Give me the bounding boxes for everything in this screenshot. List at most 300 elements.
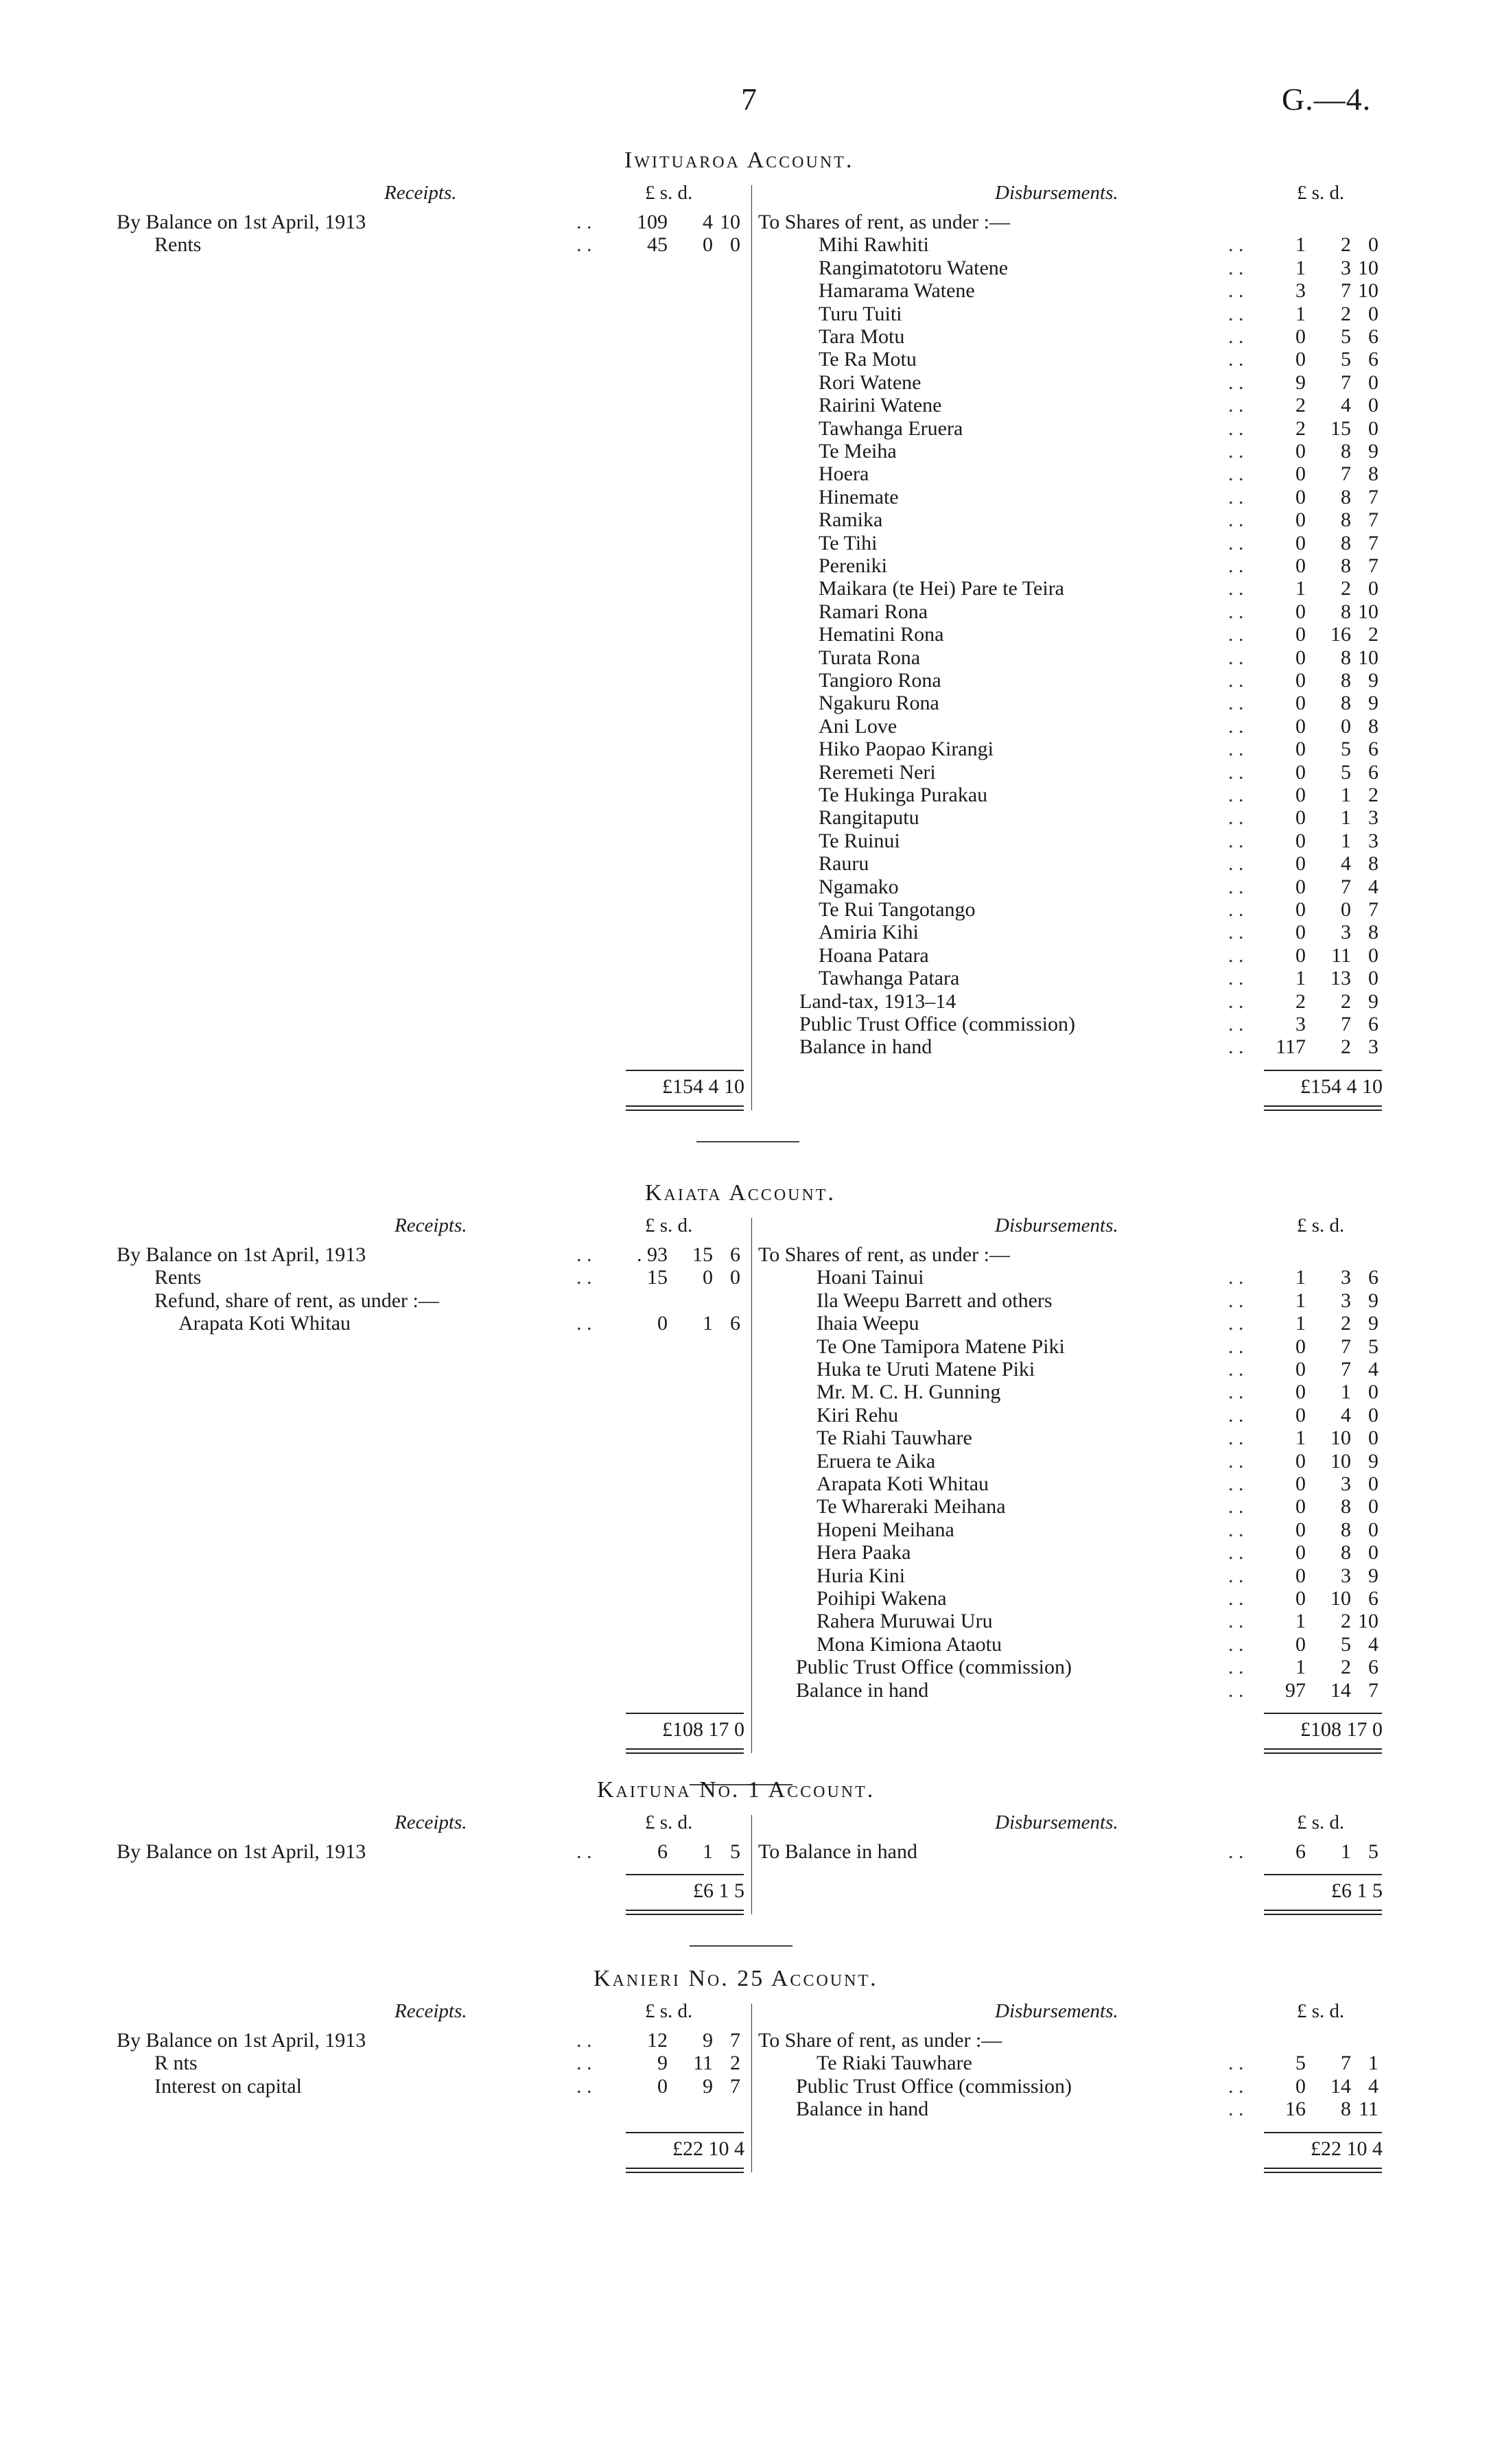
disbursement-amount-pounds: 3 [1295,1013,1306,1035]
disbursement-amount-pounds: 0 [1295,440,1306,462]
disbursement-amount-pounds: 1 [1295,1312,1306,1335]
disbursement-amount-pounds: 1 [1295,1427,1306,1450]
disbursement-amount-pounds: 6 [1295,1840,1306,1863]
receipt-amount-pounds: 0 [657,1312,668,1335]
disbursement-amount-shillings: 7 [1341,371,1351,394]
disbursement-amount-shillings: 2 [1341,1312,1351,1335]
account-title: Kaiata Account. [645,1180,836,1206]
leader-dots: . . [1228,2052,1244,2075]
disbursement-amount-pounds: 0 [1295,1541,1306,1564]
disbursement-amount-pence: 9 [1368,692,1378,715]
disbursement-label: Turu Tuiti [819,302,902,325]
disbursement-amount-pence: 6 [1368,348,1378,371]
disbursement-amount-shillings: 10 [1330,1449,1351,1472]
disbursement-amount-shillings: 2 [1341,302,1351,325]
leader-dots: . . [1228,1266,1244,1289]
disbursement-amount-pounds: 0 [1295,623,1306,646]
leader-dots: . . [1228,1564,1244,1587]
section-separator [690,1945,793,1947]
disbursement-amount-shillings: 8 [1341,1541,1351,1564]
disbursement-label: Mihi Rawhiti [819,233,929,257]
disbursement-label: Ngamako [819,875,899,898]
leader-dots: . . [1228,1312,1244,1335]
disbursement-amount-pence: 7 [1368,531,1378,554]
disbursement-amount-pence: 5 [1368,1840,1378,1863]
total-double-rule [1264,1910,1382,1915]
disbursement-amount-pence: 8 [1368,714,1378,738]
disbursement-label: Mona Kimiona Ataotu [817,1632,1002,1656]
leader-dots: . . [1228,531,1244,554]
disbursement-label: Rangimatotoru Watene [819,256,1009,279]
disbursement-label: To Shares of rent, as under :— [758,1243,1010,1266]
disbursement-amount-shillings: 1 [1341,829,1351,852]
disbursement-amount-shillings: 3 [1341,1564,1351,1587]
disbursement-amount-shillings: 11 [1331,943,1351,967]
disbursement-amount-pence: 8 [1368,921,1378,944]
receipt-label: Rents [154,233,202,257]
disbursement-amount-shillings: 8 [1341,669,1351,692]
leader-dots: . . [1228,1495,1244,1518]
disbursement-amount-pounds: 0 [1295,1449,1306,1472]
receipt-amount-shillings: 9 [703,2074,713,2098]
receipt-amount-shillings: 0 [703,1266,713,1289]
disbursement-amount-pence: 7 [1368,554,1378,577]
disbursement-amount-pounds: 0 [1295,325,1306,348]
leader-dots: . . [1228,416,1244,440]
leader-dots: . . [1228,508,1244,532]
disbursement-label: Rangitaputu [819,806,919,830]
disbursement-label: Poihipi Wakena [817,1587,947,1610]
leader-dots: . . [1228,623,1244,646]
disbursement-amount-pounds: 0 [1295,1587,1306,1610]
disbursement-amount-pounds: 0 [1295,554,1306,577]
disbursement-label: Public Trust Office (commission) [796,2074,1072,2098]
page-number: 7 [741,82,757,117]
disbursement-label: Public Trust Office (commission) [796,1656,1072,1679]
disbursements-lsd-heading: £ s. d. [1297,1215,1345,1236]
receipts-lsd-heading: £ s. d. [645,182,693,204]
disbursement-label: Ihaia Weepu [817,1312,919,1335]
disbursement-amount-shillings: 3 [1341,1472,1351,1495]
account-title: Kanieri No. 25 Account. [594,1966,878,1991]
receipt-amount-shillings: 11 [693,2052,713,2075]
disbursement-amount-pounds: 0 [1295,462,1306,486]
disbursement-label: Hopeni Meihana [817,1518,954,1541]
disbursement-amount-pounds: 2 [1295,416,1306,440]
disbursement-amount-pounds: 0 [1295,1381,1306,1404]
disbursement-amount-pence: 5 [1368,1335,1378,1358]
disbursement-label: Land-tax, 1913–14 [799,989,956,1013]
disbursement-amount-shillings: 3 [1341,256,1351,279]
disbursement-label: Arapata Koti Whitau [817,1472,989,1495]
disbursement-label: Hoani Tainui [817,1266,924,1289]
leader-dots: . . [1228,967,1244,990]
disbursement-label: Tangioro Rona [819,669,941,692]
disbursement-amount-pence: 0 [1368,233,1378,257]
disbursement-amount-shillings: 8 [1341,440,1351,462]
subtotal-rule [1264,1874,1382,1875]
disbursement-amount-pounds: 0 [1295,921,1306,944]
disbursement-amount-shillings: 14 [1330,1678,1351,1702]
receipt-amount-pence: 7 [730,2074,740,2098]
column-divider [751,2004,752,2172]
disbursement-amount-pounds: 0 [1295,1358,1306,1381]
leader-dots: . . [1228,898,1244,921]
subtotal-rule [626,2132,744,2133]
disbursement-amount-shillings: 2 [1341,1035,1351,1059]
disbursement-amount-pence: 10 [1358,1610,1378,1633]
disbursement-amount-pence: 7 [1368,1678,1378,1702]
disbursement-amount-shillings: 7 [1341,1358,1351,1381]
disbursement-amount-shillings: 8 [1341,485,1351,508]
disbursement-amount-pence: 6 [1368,1013,1378,1035]
disbursement-label: Hematini Rona [819,623,944,646]
disbursement-amount-pence: 7 [1368,898,1378,921]
receipt-amount-pounds: 12 [647,2029,668,2052]
disbursement-amount-pence: 0 [1368,1518,1378,1541]
leader-dots: . . [576,2029,592,2052]
receipt-label: By Balance on 1st April, 1913 [117,1243,366,1266]
disbursement-amount-pence: 6 [1368,1587,1378,1610]
disbursement-label: Balance in hand [796,2098,929,2121]
disbursement-amount-shillings: 14 [1330,2074,1351,2098]
receipt-amount-shillings: 15 [692,1243,713,1266]
disbursement-amount-shillings: 1 [1341,784,1351,806]
leader-dots: . . [1228,1381,1244,1404]
disbursement-amount-pence: 6 [1368,760,1378,784]
leader-dots: . . [1228,371,1244,394]
disbursement-amount-shillings: 2 [1341,233,1351,257]
disbursement-amount-shillings: 4 [1341,852,1351,876]
disbursement-amount-pounds: 117 [1276,1035,1306,1059]
subtotal-rule [626,1713,744,1714]
receipt-amount-pounds: 15 [647,1266,668,1289]
receipt-amount-pence: 6 [730,1312,740,1335]
disbursement-label: Maikara (te Hei) Pare te Teira [819,577,1064,600]
disbursement-amount-pounds: 1 [1295,256,1306,279]
leader-dots: . . [1228,1289,1244,1312]
disbursements-total: £6 1 5 [1331,1879,1383,1903]
disbursement-label: To Share of rent, as under :— [758,2029,1002,2052]
leader-dots: . . [1228,760,1244,784]
receipt-amount-pence: 6 [730,1243,740,1266]
disbursement-label: Turata Rona [819,646,921,669]
disbursement-label: Te Ra Motu [819,348,917,371]
receipts-total: £6 1 5 [693,1879,744,1903]
disbursement-amount-shillings: 7 [1341,2052,1351,2075]
leader-dots: . . [1228,1358,1244,1381]
disbursement-amount-shillings: 4 [1341,394,1351,417]
disbursement-amount-pounds: 0 [1295,692,1306,715]
total-double-rule [626,2168,744,2173]
disbursement-label: Ramika [819,508,883,532]
disbursement-amount-pounds: 0 [1295,1632,1306,1656]
disbursement-label: Balance in hand [796,1678,929,1702]
receipts-lsd-heading: £ s. d. [645,1811,693,1833]
disbursement-amount-pence: 9 [1368,1289,1378,1312]
disbursement-amount-pence: 3 [1368,1035,1378,1059]
disbursement-amount-shillings: 5 [1341,1632,1351,1656]
leader-dots: . . [1228,462,1244,486]
leader-dots: . . [1228,1427,1244,1450]
disbursement-amount-pounds: 0 [1295,1518,1306,1541]
page-code: G.—4. [1282,82,1372,117]
disbursement-amount-pounds: 0 [1295,898,1306,921]
disbursement-label: Eruera te Aika [817,1449,936,1472]
leader-dots: . . [1228,1840,1244,1863]
receipt-amount-shillings: 1 [703,1840,713,1863]
disbursement-amount-shillings: 16 [1330,623,1351,646]
column-divider [751,185,752,1110]
receipt-amount-pounds: 9 [657,2052,668,2075]
disbursement-label: Hoera [819,462,869,486]
receipts-lsd-heading: £ s. d. [645,2000,693,2022]
disbursement-label: Public Trust Office (commission) [799,1013,1075,1035]
leader-dots: . . [1228,806,1244,830]
disbursement-amount-shillings: 1 [1341,806,1351,830]
disbursement-amount-shillings: 7 [1341,875,1351,898]
disbursement-amount-pence: 4 [1368,875,1378,898]
disbursement-amount-shillings: 8 [1341,508,1351,532]
disbursement-label: Amiria Kihi [819,921,919,944]
receipt-amount-shillings: 0 [703,233,713,257]
leader-dots: . . [1228,554,1244,577]
receipts-heading: Receipts. [395,1215,467,1236]
leader-dots: . . [1228,1403,1244,1427]
disbursement-amount-pence: 3 [1368,829,1378,852]
receipt-label: Arapata Koti Whitau [178,1312,351,1335]
disbursement-amount-shillings: 13 [1330,967,1351,990]
disbursement-amount-pence: 7 [1368,508,1378,532]
leader-dots: . . [1228,348,1244,371]
disbursement-amount-shillings: 8 [1341,1518,1351,1541]
leader-dots: . . [1228,921,1244,944]
disbursement-amount-pence: 10 [1358,279,1378,303]
disbursement-amount-shillings: 15 [1330,416,1351,440]
subtotal-rule [1264,1713,1382,1714]
disbursement-amount-shillings: 5 [1341,760,1351,784]
disbursement-amount-pounds: 0 [1295,600,1306,623]
total-double-rule [1264,1748,1382,1754]
disbursement-amount-pence: 3 [1368,806,1378,830]
receipt-amount-pounds: 6 [657,1840,668,1863]
disbursement-label: Balance in hand [799,1035,932,1059]
disbursement-amount-shillings: 10 [1330,1587,1351,1610]
receipts-heading: Receipts. [395,1811,467,1833]
receipt-amount-pence: 7 [730,2029,740,2052]
receipts-total: £154 4 10 [662,1075,744,1098]
disbursement-amount-shillings: 2 [1341,989,1351,1013]
disbursement-amount-pounds: 0 [1295,875,1306,898]
disbursement-label: Rori Watene [819,371,921,394]
disbursement-amount-pence: 4 [1368,2074,1378,2098]
disbursement-label: Ani Love [819,714,897,738]
leader-dots: . . [1228,485,1244,508]
leader-dots: . . [1228,394,1244,417]
subtotal-rule [1264,1070,1382,1071]
disbursement-label: Rairini Watene [819,394,942,417]
disbursement-label: Te Ruinui [819,829,900,852]
disbursement-amount-pence: 10 [1358,256,1378,279]
total-double-rule [1264,1105,1382,1111]
disbursement-amount-pence: 0 [1368,1427,1378,1450]
disbursement-amount-pence: 0 [1368,1541,1378,1564]
leader-dots: . . [1228,256,1244,279]
account-title: Iwituaroa Account. [624,148,854,173]
leader-dots: . . [1228,784,1244,806]
disbursement-label: Pereniki [819,554,887,577]
disbursement-label: Te Whareraki Meihana [817,1495,1006,1518]
disbursement-amount-pounds: 0 [1295,1564,1306,1587]
receipts-heading: Receipts. [395,2000,467,2022]
leader-dots: . . [576,233,592,257]
receipt-amount-pounds: 0 [657,2074,668,2098]
disbursement-amount-shillings: 8 [1341,692,1351,715]
disbursement-amount-shillings: 2 [1341,1656,1351,1679]
disbursement-amount-pence: 6 [1368,325,1378,348]
disbursement-amount-pence: 9 [1368,1312,1378,1335]
leader-dots: . . [1228,2098,1244,2121]
disbursement-amount-pence: 0 [1368,577,1378,600]
disbursement-amount-pence: 9 [1368,440,1378,462]
leader-dots: . . [1228,646,1244,669]
disbursement-label: Tawhanga Patara [819,967,960,990]
disbursement-label: Hoana Patara [819,943,929,967]
disbursement-label: Huka te Uruti Matene Piki [817,1358,1035,1381]
leader-dots: . . [1228,2074,1244,2098]
receipt-amount-pence: 0 [730,233,740,257]
disbursements-heading: Disbursements. [995,2000,1118,2022]
disbursement-amount-pence: 0 [1368,1472,1378,1495]
disbursement-amount-pounds: 1 [1295,233,1306,257]
disbursement-amount-shillings: 1 [1341,1381,1351,1404]
disbursement-amount-pence: 0 [1368,1381,1378,1404]
disbursement-amount-pounds: 0 [1295,1335,1306,1358]
disbursements-heading: Disbursements. [995,182,1118,204]
disbursement-label: Rahera Muruwai Uru [817,1610,993,1633]
disbursements-lsd-heading: £ s. d. [1297,1811,1345,1833]
disbursement-label: Te Tihi [819,531,878,554]
disbursement-label: Tawhanga Eruera [819,416,963,440]
disbursement-amount-shillings: 10 [1330,1427,1351,1450]
disbursement-amount-pounds: 2 [1295,394,1306,417]
disbursement-label: Rauru [819,852,869,876]
leader-dots: . . [1228,875,1244,898]
leader-dots: . . [1228,1035,1244,1059]
disbursement-amount-pounds: 0 [1295,669,1306,692]
receipt-label: Interest on capital [154,2074,302,2098]
leader-dots: . . [1228,325,1244,348]
total-double-rule [626,1910,744,1915]
disbursement-amount-pence: 9 [1368,1449,1378,1472]
disbursement-amount-pence: 6 [1368,1656,1378,1679]
disbursement-label: Ramari Rona [819,600,928,623]
disbursements-total: £154 4 10 [1300,1075,1383,1098]
disbursement-label: Mr. M. C. H. Gunning [817,1381,1001,1404]
disbursement-amount-pounds: 0 [1295,852,1306,876]
receipts-total: £22 10 4 [672,2137,744,2160]
leader-dots: . . [1228,1335,1244,1358]
leader-dots: . . [1228,440,1244,462]
disbursement-amount-pence: 0 [1368,394,1378,417]
leader-dots: . . [1228,989,1244,1013]
disbursement-amount-pounds: 1 [1295,967,1306,990]
disbursement-amount-shillings: 7 [1341,279,1351,303]
disbursement-amount-shillings: 8 [1341,531,1351,554]
disbursement-amount-pence: 4 [1368,1358,1378,1381]
disbursement-amount-shillings: 1 [1341,1840,1351,1863]
disbursement-amount-pounds: 0 [1295,943,1306,967]
receipt-label: R nts [154,2052,198,2075]
leader-dots: . . [1228,1541,1244,1564]
section-separator [696,1141,799,1142]
leader-dots: . . [1228,1518,1244,1541]
disbursement-amount-shillings: 2 [1341,577,1351,600]
receipt-label: By Balance on 1st April, 1913 [117,1840,366,1863]
disbursement-amount-shillings: 5 [1341,348,1351,371]
disbursement-amount-pence: 0 [1368,967,1378,990]
leader-dots: . . [1228,1449,1244,1472]
disbursement-amount-shillings: 8 [1341,646,1351,669]
total-double-rule [626,1105,744,1111]
disbursement-amount-pounds: 9 [1295,371,1306,394]
disbursement-amount-pence: 0 [1368,371,1378,394]
leader-dots: . . [1228,233,1244,257]
leader-dots: . . [1228,600,1244,623]
disbursement-amount-pence: 8 [1368,852,1378,876]
disbursement-label: Kiri Rehu [817,1403,899,1427]
disbursement-amount-pence: 0 [1368,1495,1378,1518]
column-divider [751,1815,752,1914]
disbursement-label: Te Riahi Tauwhare [817,1427,972,1450]
account-title: Kaituna No. 1 Account. [597,1777,876,1803]
disbursement-amount-pence: 0 [1368,1403,1378,1427]
disbursement-amount-pounds: 0 [1295,485,1306,508]
disbursement-amount-pence: 4 [1368,1632,1378,1656]
receipt-amount-pence: 5 [730,1840,740,1863]
disbursement-amount-pence: 1 [1368,2052,1378,2075]
disbursement-amount-pounds: 0 [1295,1403,1306,1427]
disbursement-amount-pence: 0 [1368,416,1378,440]
disbursement-label: To Shares of rent, as under :— [758,211,1010,233]
disbursement-amount-pence: 6 [1368,738,1378,761]
disbursement-amount-shillings: 3 [1341,1266,1351,1289]
leader-dots: . . [576,2052,592,2075]
disbursement-amount-shillings: 8 [1341,554,1351,577]
disbursement-amount-shillings: 8 [1341,2098,1351,2121]
disbursement-amount-pence: 9 [1368,669,1378,692]
subtotal-rule [626,1070,744,1071]
total-double-rule [626,1748,744,1754]
disbursement-label: Hera Paaka [817,1541,911,1564]
leader-dots: . . [1228,943,1244,967]
disbursement-amount-shillings: 8 [1341,1495,1351,1518]
disbursement-amount-pence: 10 [1358,646,1378,669]
disbursement-amount-shillings: 8 [1341,600,1351,623]
disbursement-label: Te Meiha [819,440,897,462]
leader-dots: . . [1228,1678,1244,1702]
disbursement-label: Te Rui Tangotango [819,898,976,921]
disbursement-label: Hiko Paopao Kirangi [819,738,994,761]
disbursement-amount-pence: 9 [1368,1564,1378,1587]
leader-dots: . . [576,2074,592,2098]
leader-dots: . . [1228,669,1244,692]
disbursement-amount-pounds: 0 [1295,738,1306,761]
disbursement-amount-shillings: 7 [1341,1335,1351,1358]
disbursement-amount-pence: 11 [1359,2098,1378,2121]
receipt-amount-pounds: . 93 [637,1243,668,1266]
receipts-lsd-heading: £ s. d. [645,1215,693,1236]
